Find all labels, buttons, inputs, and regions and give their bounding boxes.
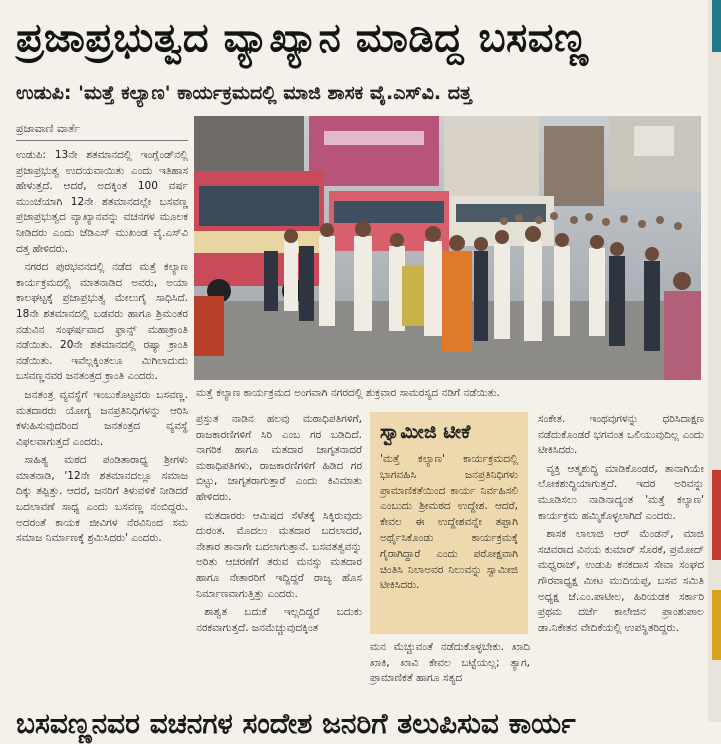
article-headline: ಪ್ರಜಾಪ್ರಭುತ್ವದ ವ್ಯಾಖ್ಯಾನ ಮಾಡಿದ್ದ ಬಸವಣ್ಣ xyxy=(16,15,589,61)
paragraph: ಸಾಹಿತ್ಯ ಮಠದ ಪಂಡಿತಾರಾಧ್ಯ ಶ್ರೀಗಳು ಮಾತನಾಡಿ, '12ನೇ ಶತಮಾನದಲ್ಲೂ ಸಮಾಜ ದಿಕ್ಕು ತಪ್ಪಿತ್ತು. ಆದರೆ, ಜನರಿಗೆ ತಿಳುವಳಿಕೆ ನೀಡಿದರೆ ಬದಲಾವಣೆ ಸಾಧ್ಯ ಎಂದು ಬಸವಣ್ಣ ನಂಬಿದ್ದರು. ಅದರಂತೆ ಕಾಯಕ ಜೀವಿಗಳ ನೆರವಿನಿಂದ ಸಮ ಸಮಾಜ ನಿರ್ಮಾಣಕ್ಕೆ ಶ್ರಮಿಸಿದರು' ಎಂದರು. xyxy=(16,454,188,545)
paragraph: ಶಾಸಕ ಲಾಲಾಜಿ ಆರ್ ಮೆಂಡನ್, ಮಾಜಿ ಸಚಿವರಾದ ವಿನಯ ಕುಮಾರ್ ಸೊರಕೆ, ಪ್ರಮೋದ್ ಮಧ್ವರಾಜ್, ಉಡುಪಿ ಕನಕದಾಸ ಸೇವಾ ಸಂಘದ ಗೌರವಾಧ್ಯಕ್ಷ ಮೀಟ ಮುದಿಯಪ್ಪ, ಬಸವ ಸಮಿತಿ ಅಧ್ಯಕ್ಷ ಜೆ.ಎಂ.ಪಾಟೀಲ, ಹಿರಿಯಡಕ ಸರ್ಕಾರಿ ಪ್ರಥಮ ದರ್ಜೆ ಕಾಲೇಜಿನ ಪ್ರಾಂಶುಪಾಲ ಡಾ.ನಿಕೇತನ ವೇದಿಕೆಯಲ್ಲಿ ಉಪಸ್ಥಿತರಿದ್ದರು. xyxy=(538,528,704,634)
article-column-1 xyxy=(16,148,188,696)
adjacent-page-color-bar xyxy=(712,0,721,52)
paragraph: ಉಡುಪಿ: 13ನೇ ಶತಮಾನದಲ್ಲಿ ಇಂಗ್ಲೆಂಡ್‌ನಲ್ಲಿ ಪ್ರಜಾಪ್ರಭುತ್ವ ಉದಯವಾಯಿತು ಎಂದು ಇತಿಹಾಸ ಹೇಳುತ್ತದೆ. ಆದರೆ, ಅದಕ್ಕಿಂತ 100 ವರ್ಷ ಮುಂಚೆಯಾಗಿ 12ನೇ ಶತಮಾನದಲ್ಲೇ ಬಸವಣ್ಣ ಪ್ರಜಾಪ್ರಭುತ್ವದ ವ್ಯಾಖ್ಯಾನವನ್ನು ವಚನಗಳ ಮೂಲಕ ನೀಡಿದರು ಎಂದು ಜೆಡಿಎಸ್ ಮುಖಂಡ ವೈ.ಎಸ್‌ವಿ ದತ್ತ ಹೇಳಿದರು. xyxy=(16,149,188,255)
article-subheadline: ಉಡುಪಿ: 'ಮತ್ತೆ ಕಲ್ಯಾಣ' ಕಾರ್ಯಕ್ರಮದಲ್ಲಿ ಮಾಜಿ ಶಾಸಕ ವೈ.ಎಸ್‌ವಿ. ದತ್ತ xyxy=(16,82,472,104)
paragraph: ಶಾಶ್ವತ ಬದುಕೆ ಇಲ್ಲದಿದ್ದರೆ ಬದುಕು ನರಕವಾಗುತ್ತದೆ. ಜನಮೆಚ್ಚುವುದಕ್ಕಿಂತ xyxy=(196,606,362,634)
article-column-2 xyxy=(196,412,362,696)
byline-credit: ಪ್ರಜಾವಾಣಿ ವಾರ್ತೆ xyxy=(16,122,80,135)
paragraph: ವ್ಯಕ್ತಿ ಆತ್ಮಶುದ್ಧಿ ಮಾಡಿಕೊಂಡರೆ, ತಾನಾಗಿಯೇ ಲೋಕಶುದ್ಧಿಯಾಗುತ್ತದೆ. ಇದರ ಅರಿವನ್ನು ಮೂಡಿಸಲು ನಾಡಿನಾದ್ಯಂತ 'ಮತ್ತೆ ಕಲ್ಯಾಣ' ಕಾರ್ಯಕ್ರಮ ಹಮ್ಮಿಕೊಳ್ಳಲಾಗಿದೆ ಎಂದರು. xyxy=(538,462,704,522)
procession-photo-illustration xyxy=(194,116,701,380)
photo-caption: ಮತ್ತೆ ಕಲ್ಯಾಣ ಕಾರ್ಯಕ್ರಮದ ಅಂಗವಾಗಿ ನಗರದಲ್ಲಿ ಶುಕ್ರವಾರ ಸಾಮರಸ್ಯದ ನಡಿಗೆ ನಡೆಯಿತು. xyxy=(196,387,500,399)
paragraph: ಮನ ಮೆಚ್ಚುವಂತೆ ನಡೆದುಕೊಳ್ಳಬೇಕು. ಖಾದಿ ಖಾಕಿ, ಖಾವಿ ಕೇವಲ ಬಟ್ಟೆಯಲ್ಲ; ತ್ಯಾಗ, ಪ್ರಾಮಾಣಿಕತೆ ಹಾಗೂ ಸತ್ಯದ xyxy=(370,641,530,685)
sidebar-body: 'ಮತ್ತೆ ಕಲ್ಯಾಣ' ಕಾರ್ಯಕ್ರಮದಲ್ಲಿ ಭಾಗವಹಿಸಿ ಜನಪ್ರತಿನಿಧಿಗಳು ಪ್ರಾಮಾಣಿಕತೆಯಿಂದ ಕಾರ್ಯ ನಿರ್ವಹಿಸಲಿ ಎಂಬುದು ಶ್ರೀಮಠದ ಉದ್ದೇಶ. ಆದರೆ, ಕೇವಲ ಈ ಉದ್ದೇಶವನ್ನೇ ತಪ್ಪಾಗಿ ಅರ್ಥೈಸಿಕೊಂಡು ಕಾರ್ಯಕ್ರಮಕ್ಕೆ ಗೈರಾಗಿದ್ದಾರೆ ಎಂದು ಪರೋಕ್ಷವಾಗಿ ಚಿಂತಿಸಿ ನಿಲಾಅವರ ನಿಲುವನ್ನು ಸ್ವಾಮೀಜಿ ಟೀಕಿಸಿದರು. xyxy=(380,453,518,592)
paragraph: ಜನತಂತ್ರ ವ್ಯವಸ್ಥೆಗೆ ಇಂಬುಕೊಟ್ಟವರು ಬಸವಣ್ಣ. ಮತದಾರರು ಯೋಗ್ಯ ಜನಪ್ರತಿನಿಧಿಗಳನ್ನು ಆರಿಸಿ ಕಳುಹಿಸುವುದರಿಂದ ಜನತಂತ್ರದ ವ್ಯವಸ್ಥೆ ವಿಫಲವಾಗುತ್ತದೆ ಎಂದರು. xyxy=(16,388,188,448)
paragraph: ಪ್ರಸ್ತುತ ನಾಡಿನ ಹಲವು ಮಠಾಧಿಪತಿಗಳಿಗೆ, ರಾಜಕಾರಣಿಗಳಿಗೆ ಸಿರಿ ಎಂಬ ಗರ ಬಡಿದಿದೆ. ನಾಗರಿಕ ಹಾಗೂ ಮತದಾರ ಜಾಗೃತನಾದರೆ ಮಠಾಧಿಪತಿಗಳು, ರಾಜಕಾರಣಿಗಳಿಗೆ ಹಿಡಿದ ಗರ ಬಿಟ್ಟು, ಜಾಗೃತರಾಗುತ್ತಾರೆ ಎಂದು ಕಿವಿಮಾತು ಹೇಳಿದರು. xyxy=(196,413,362,503)
adjacent-page-color-bar xyxy=(712,590,721,660)
article-column-3 xyxy=(370,640,530,696)
adjacent-page-color-bar xyxy=(712,470,721,560)
paragraph: ನಗರದ ಪುರಭವನದಲ್ಲಿ ನಡೆದ ಮತ್ತೆ ಕಲ್ಯಾಣ ಕಾರ್ಯಕ್ರಮದಲ್ಲಿ ಮಾತನಾಡಿದ ಅವರು, ಅಯಾ ಕಾಲಘಟ್ಟಕ್ಕೆ ಪ್ರಜಾಪ್ರಭುತ್ವ ಮೇಲುಗೈ ಸಾಧಿಸಿದೆ. 18ನೇ ಶತಮಾನದಲ್ಲಿ ಬಡವರು ಹಾಗೂ ಶ್ರಿಮಂತರ ನಡುವಿನ ಸಂಘರ್ಷವಾದ ಫ್ರಾನ್ಸ್ ಮಹಾಕ್ರಾಂತಿ ನಡೆಯಿತು. 20ನೇ ಶತಮಾನದಲ್ಲಿ ರಷ್ಯಾ ಕ್ರಾಂತಿ ನಡೆಯಿತು. ಇವೆಲ್ಲಕ್ಕಿಂತಲೂ ಮಿಗಿಲಾದುದು ಬಸವಣ್ಣನವರ ಜನತಂತ್ರದ ಕ್ರಾಂತಿ ಎಂದರು. xyxy=(16,261,188,383)
sidebar-box xyxy=(370,412,528,634)
procession-photo xyxy=(194,116,701,380)
sidebar-title: ಸ್ವಾಮೀಜಿ ಟೀಕೆ xyxy=(380,421,471,443)
paragraph: ಸಂಕೇತ. ಇಂಥವುಗಳನ್ನು ಧರಿಸಿದಾಕ್ಷಣ ನಡೆದುಕೊಂಡರೆ ಭಗವಂತ ಒಲಿಯುವುದಿಲ್ಲ ಎಂದು ಟೀಕಿಸಿದರು. xyxy=(538,413,704,457)
next-article-headline: ಬಸವಣ್ಣನವರ ವಚನಗಳ ಸಂದೇಶ ಜನರಿಗೆ ತಲುಪಿಸುವ ಕಾರ್ಯ xyxy=(16,707,576,740)
byline-rule xyxy=(16,140,188,141)
article-column-4 xyxy=(538,412,704,696)
paragraph: ಮತದಾರರು ಆಮಿಷದ ಸೆಳೆತಕ್ಕೆ ಸಿಕ್ಕಿರುವುದು ದುರಂತ. ಮೊದಲು ಮತದಾರ ಬದಲಾದರೆ, ನೇತಾರ ತಾನಾಗೇ ಬದಲಾಗುತ್ತಾನೆ. ಬಸವತತ್ವವನ್ನು ಅರಿತು ಆಚರಣೆಗೆ ತರುವ ಮನಸ್ಸು ಮತದಾರ ಹಾಗೂ ನೇತಾರರಿಗೆ ಇದ್ದಿದ್ದರೆ ರಾಜ್ಯ ಹೊಸ ನಿರ್ಮಾಣವಾಗುತ್ತಿತ್ತು ಎಂದರು. xyxy=(196,509,362,600)
